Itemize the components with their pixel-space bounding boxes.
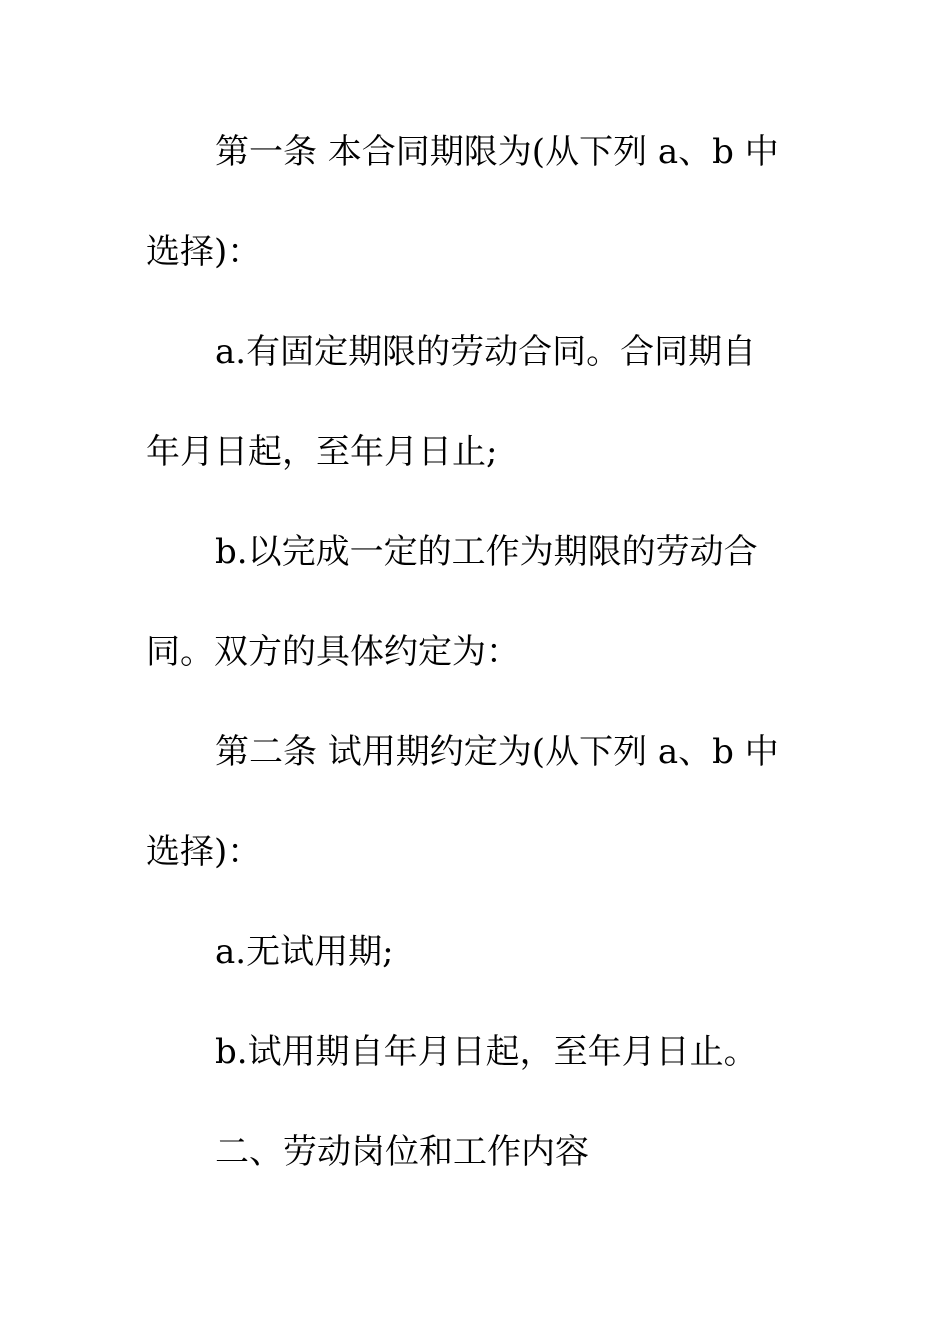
option-a-fixed-term-continuation: 年月日起，至年月日止; [146,432,498,472]
section-2-heading: 二、劳动岗位和工作内容 [215,1132,589,1172]
option-b-probation-period: b.试用期自年月日起，至年月日止。 [215,1032,758,1072]
article-2-heading-line: 第二条 试用期约定为(从下列 a、b 中 [215,732,779,772]
option-b-task-term-continuation: 同。双方的具体约定为： [146,632,520,672]
article-1-heading-continuation: 选择)： [146,232,262,272]
option-a-no-probation: a.无试用期; [215,932,394,972]
option-a-fixed-term-line: a.有固定期限的劳动合同。合同期自 [215,332,757,372]
article-1-heading-line: 第一条 本合同期限为(从下列 a、b 中 [215,132,779,172]
option-b-task-term-line: b.以完成一定的工作为期限的劳动合 [215,532,758,572]
article-2-heading-continuation: 选择)： [146,832,262,872]
